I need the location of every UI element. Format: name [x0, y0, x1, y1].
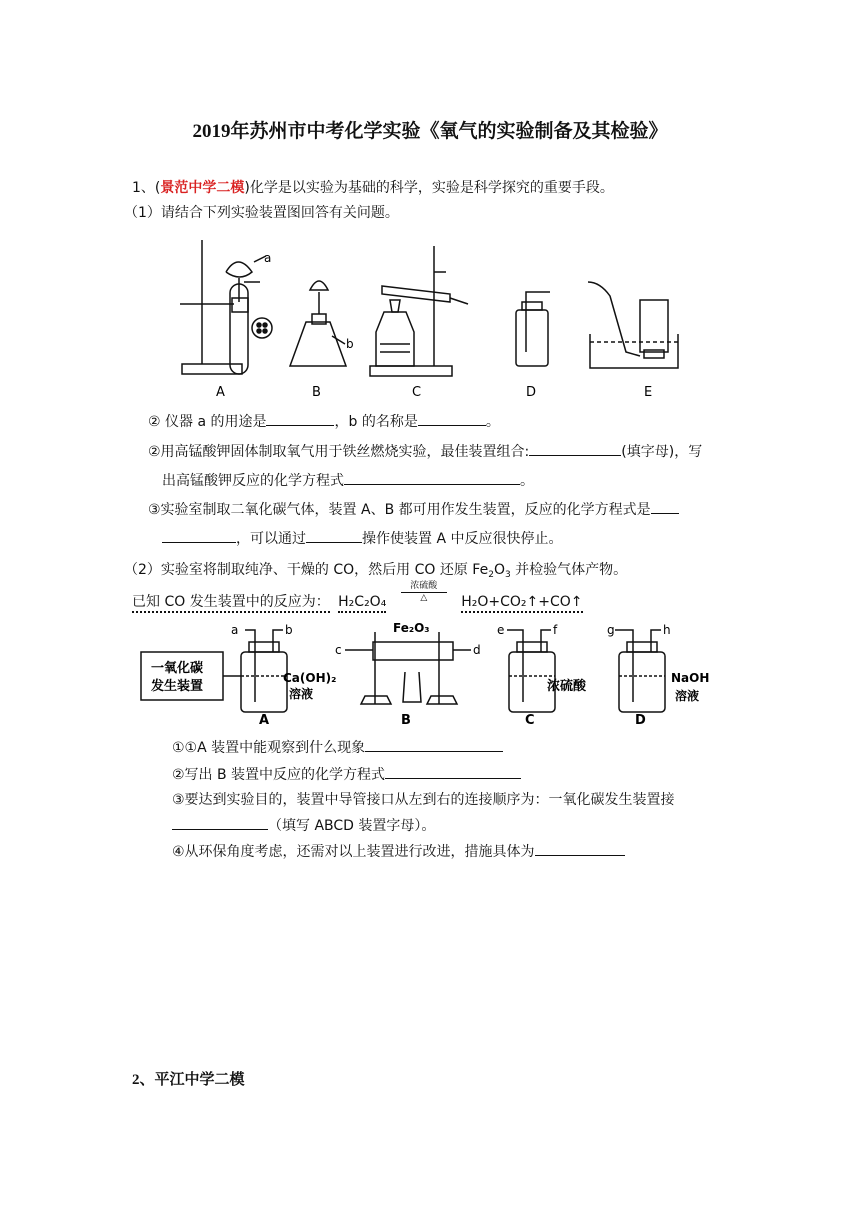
answer-blank[interactable] [529, 441, 621, 456]
reagent-c: 浓硫酸 [547, 679, 587, 694]
answer-blank[interactable] [344, 470, 520, 485]
label-a: a [264, 251, 272, 265]
port-h: h [663, 623, 671, 637]
answer-blank[interactable] [365, 737, 503, 752]
q1-item-10: ④从环保角度考虑，还需对以上装置进行改进，措施具体为 [172, 841, 625, 862]
reagent-a-2: 溶液 [289, 687, 314, 701]
reagent-a-1: Ca(OH)₂ [283, 671, 337, 685]
reaction-condition: 浓硫酸 △ [401, 582, 447, 603]
port-e: e [497, 623, 505, 637]
port-g: g [607, 623, 615, 637]
port-d: d [473, 643, 481, 657]
fig1-label-B: B [312, 385, 321, 400]
known-reaction: 已知 CO 发生装置中的反应为： H₂C₂O₄ 浓硫酸 △ H₂O+CO₂↑+CO↑ [132, 588, 583, 612]
answer-blank[interactable] [172, 815, 268, 830]
port-f: f [553, 623, 558, 637]
q1-item-5: ，可以通过 操作使装置 A 中反应很快停止。 [162, 528, 562, 549]
fig2-label-A: A [259, 713, 270, 728]
box-label-2: 发生装置 [151, 679, 204, 694]
q1-item-4: ③实验室制取二氧化碳气体，装置 A、B 都可用作发生装置，反应的化学方程式是 [148, 499, 679, 520]
answer-blank[interactable] [385, 764, 521, 779]
q1-item-9: （填写 ABCD 装置字母）。 [172, 815, 435, 836]
part-1-heading: （1）请结合下列实验装置图回答有关问题。 [124, 205, 399, 221]
q1-item-7: ②写出 B 装置中反应的化学方程式 [172, 764, 521, 785]
fig1-label-E: E [644, 385, 653, 400]
figure-1-apparatus [170, 232, 690, 404]
answer-blank[interactable] [651, 499, 679, 514]
reagent-d-1: NaOH [671, 671, 710, 685]
q1-item-1: ② 仪器 a 的用途是 ，b 的名称是 。 [148, 411, 500, 432]
fig1-label-C: C [412, 385, 422, 400]
reaction-left: H₂C₂O₄ [338, 594, 386, 613]
q1-item-8: ③要达到实验目的，装置中导管接口从左到右的连接顺序为：一氧化碳发生装置接 [172, 792, 675, 808]
port-c: c [335, 643, 342, 657]
page-title: 2019年苏州市中考化学实验《氧气的实验制备及其检验》 [192, 121, 668, 142]
question-2-heading: 2、平江中学二模 [132, 1072, 245, 1088]
answer-blank[interactable] [266, 411, 334, 426]
port-a: a [231, 623, 239, 637]
fig2-label-C: C [525, 713, 535, 728]
answer-blank[interactable] [535, 841, 625, 856]
reaction-right: H₂O+CO₂↑+CO↑ [461, 594, 582, 613]
fig1-label-D: D [526, 385, 537, 400]
label-b: b [346, 337, 354, 351]
q1-item-3: 出高锰酸钾反应的化学方程式 。 [162, 470, 534, 491]
q1-prefix: 1、( [132, 180, 161, 196]
box-label-1: 一氧化碳 [151, 661, 204, 676]
answer-blank[interactable] [162, 528, 236, 543]
answer-blank[interactable] [418, 411, 486, 426]
part-2-heading: （2）实验室将制取纯净、干燥的 CO，然后用 CO 还原 $Fe_2O_3$ 并检验气体产物。 [124, 562, 628, 580]
q1-intro-text: )化学是以实验为基础的科学，实验是科学探究的重要手段。 [244, 180, 614, 196]
question-1-intro [132, 178, 614, 198]
q1-source: 景范中学二模 [160, 180, 245, 196]
port-b: b [285, 623, 293, 637]
fig2-label-B: B [401, 713, 411, 728]
fig2-label-D: D [635, 713, 646, 728]
q1-item-2: ②用高锰酸钾固体制取氧气用于铁丝燃烧实验，最佳装置组合: (填字母)，写 [148, 441, 702, 462]
answer-blank[interactable] [306, 528, 362, 543]
fig1-label-A: A [216, 385, 225, 400]
reagent-d-2: 溶液 [675, 689, 700, 703]
figure-2-apparatus [135, 612, 735, 730]
q1-item-6: ①①A 装置中能观察到什么现象 [172, 737, 503, 758]
reagent-b: Fe₂O₃ [393, 621, 430, 635]
